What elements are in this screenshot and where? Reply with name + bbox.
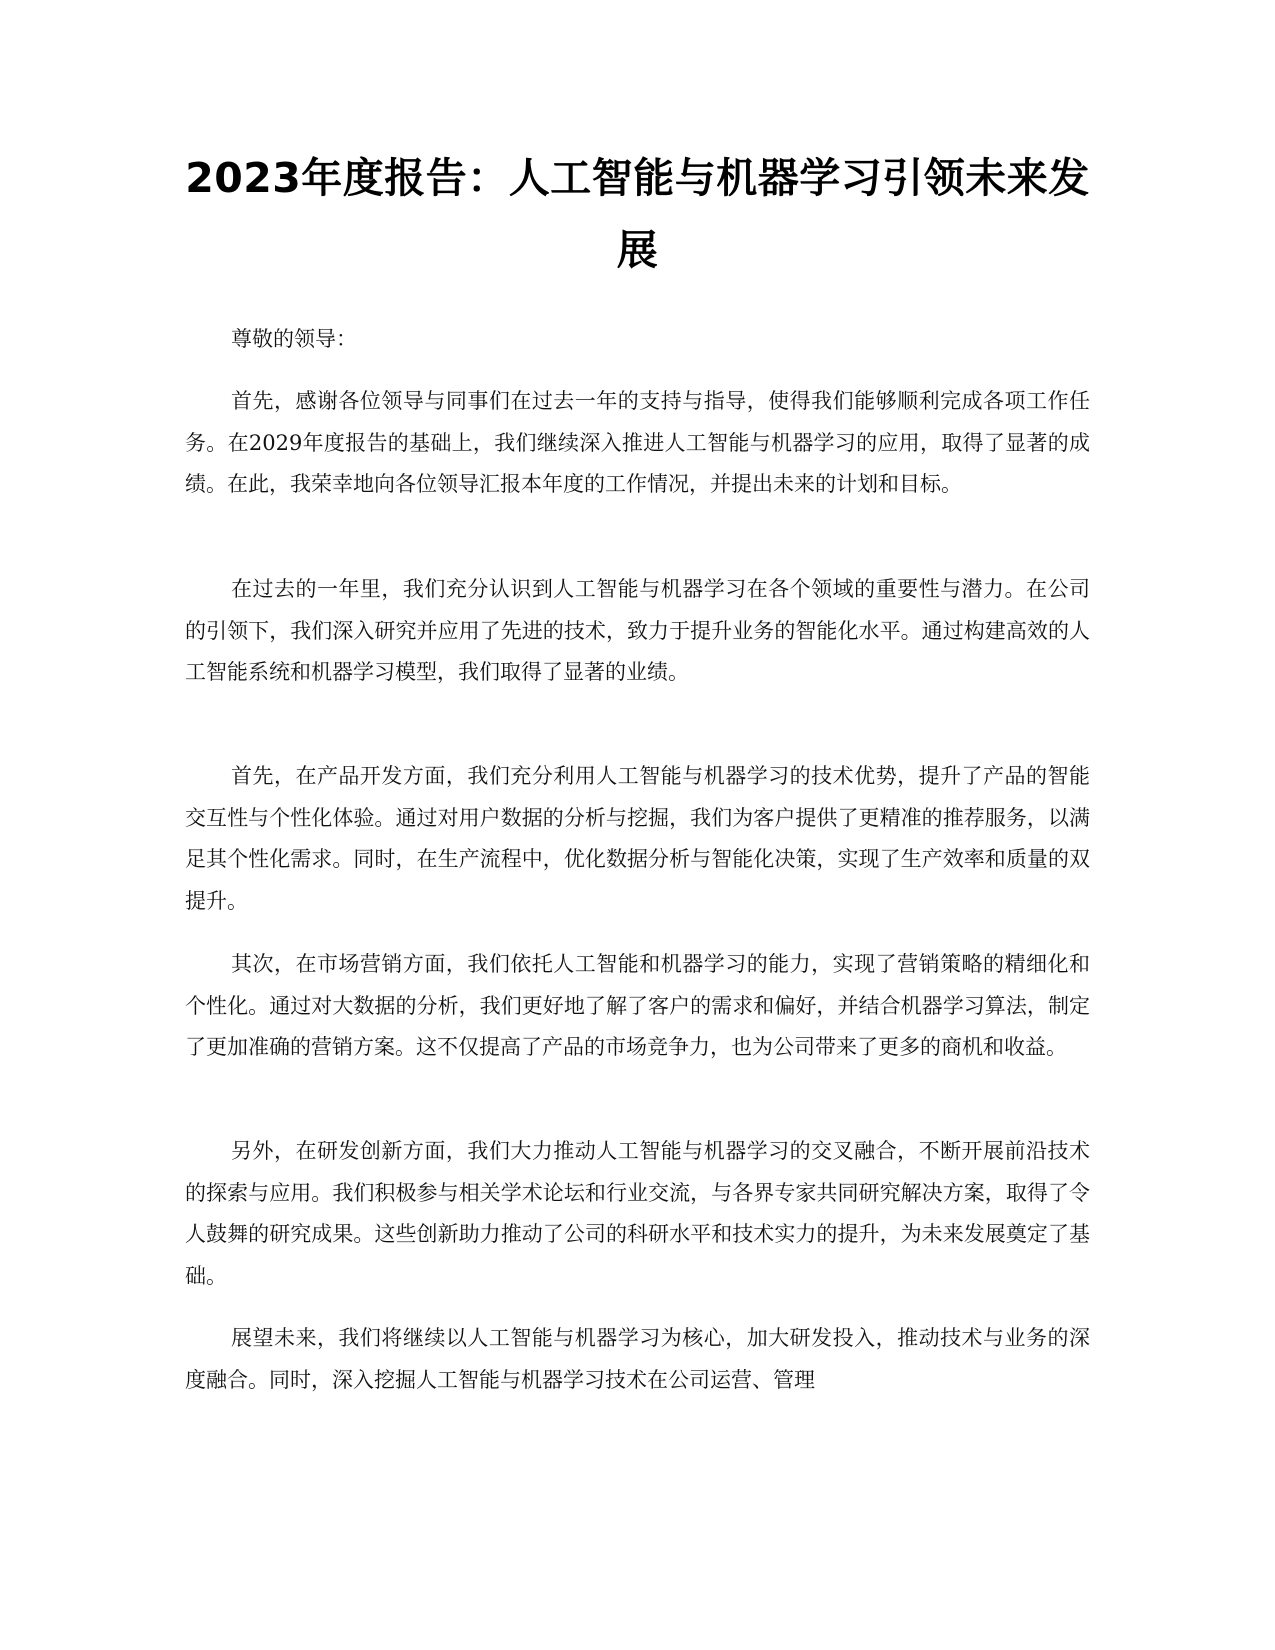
paragraph-1: 首先，感谢各位领导与同事们在过去一年的支持与指导，使得我们能够顺利完成各项工作任务。在2029年度报告的基础上，我们继续深入推进人工智能与机器学习的应用，取得了显著的成绩。在此，我荣幸地向各位领导汇报本年度的工作情况，并提出未来的计划和目标。 xyxy=(185,389,1090,496)
paragraph-2: 在过去的一年里，我们充分认识到人工智能与机器学习在各个领域的重要性与潜力。在公司的引领下，我们深入研究并应用了先进的技术，致力于提升业务的智能化水平。通过构建高效的人工智能系统和机器学习模型，我们取得了显著的业绩。 xyxy=(185,577,1090,684)
paragraph-6: 展望未来，我们将继续以人工智能与机器学习为核心，加大研发投入，推动技术与业务的深度融合。同时，深入挖掘人工智能与机器学习技术在公司运营、管理 xyxy=(185,1326,1090,1392)
paragraph-4: 其次，在市场营销方面，我们依托人工智能和机器学习的能力，实现了营销策略的精细化和个性化。通过对大数据的分析，我们更好地了解了客户的需求和偏好，并结合机器学习算法，制定了更加准确的营销方案。这不仅提高了产品的市场竞争力，也为公司带来了更多的商机和收益。 xyxy=(185,952,1090,1059)
salutation: 尊敬的领导： xyxy=(231,327,357,351)
paragraph-5: 另外，在研发创新方面，我们大力推动人工智能与机器学习的交叉融合，不断开展前沿技术的探索与应用。我们积极参与相关学术论坛和行业交流，与各界专家共同研究解决方案，取得了令人鼓舞的研究成果。这些创新助力推动了公司的科研水平和技术实力的提升，为未来发展奠定了基础。 xyxy=(185,1139,1090,1288)
paragraph-3: 首先，在产品开发方面，我们充分利用人工智能与机器学习的技术优势，提升了产品的智能交互性与个性化体验。通过对用户数据的分析与挖掘，我们为客户提供了更精准的推荐服务，以满足其个性化需求。同时，在生产流程中，优化数据分析与智能化决策，实现了生产效率和质量的双提升。 xyxy=(185,764,1090,913)
document-title: 2023年度报告：人工智能与机器学习引领未来发展 xyxy=(185,154,1090,274)
